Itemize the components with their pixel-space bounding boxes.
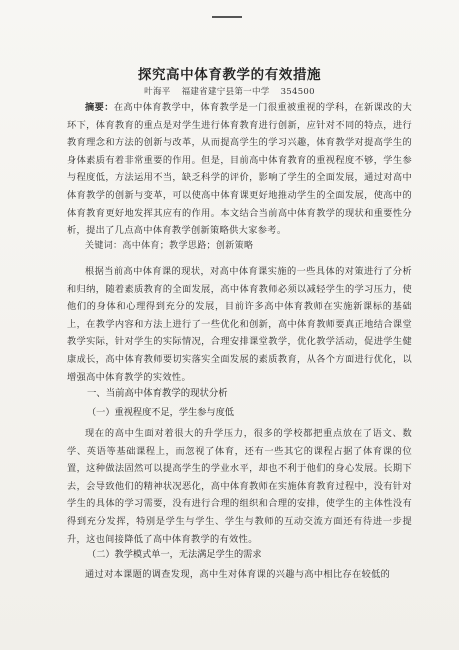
subsection-paragraph: 现在的高中生面对着很大的升学压力，很多的学校都把重点放在了语文、数学、英语等基础课程上，而忽视了体育，还有一些其它的课程占据了体育课的位置，这种做法固然可以提高学生的学业水平，却也不利于他们的身心发展。长期下去，会导致他们的精神状况恶化，高中体育教师在实施体育教育过程中，没有针对学生的具体的学习需要，没有进行合理的组织和合理的安排，使学生的主体性没有得到充分发挥，特别是学生与学生、学生与教师的互动交流方面还有待进一步提升，这也间接降低了高中体育教学的有效性。 xyxy=(67,428,412,545)
abstract xyxy=(67,99,412,240)
keywords: 关键词：高中体育；教学思路；创新策略 xyxy=(85,241,254,251)
author-name: 叶海平 xyxy=(144,87,171,97)
abstract-label: 摘要： xyxy=(85,102,114,113)
subsection-heading: （一）重视程度不足，学生参与度低 xyxy=(87,407,234,418)
author-postcode: 354500 xyxy=(280,87,315,97)
abstract-text: 在高中体育教学中，体育教学是一门很重被重视的学科，在新课改的大环下，体育教育的重点是对学生进行体育教育进行创新，应针对不同的特点，进行教育理念和方法的创新与改革，从而提高学生的学习兴趣，体育教学对提高学生的身体素质有着非常重要的作用。但是，目前高中体育教育的重视程度不够，学生参与程度低，方法运用不当，缺乏科学的评价，影响了学生的全面发展，通过对高中体育教学的创新与变革，可以使高中体育课更好地推动学生的全面发展，使高中的体育教育更好地发挥其应有的作用。本文结合当前高中体育教学的现状和重要性分析，提出了几点高中体育教学创新策略供大家参考。 xyxy=(67,102,412,237)
section-heading: 一、当前高中体育教学的现状分析 xyxy=(87,388,228,399)
intro-paragraph: 根据当前高中体育课的现状，对高中体育课实施的一些具体的对策进行了分析和归纳，随着素质教育的全面发展，高中体育教师必须以减轻学生的学习压力，使他们的身体和心理得到充分的发展，目前许多高中体育教师在实施新课标的基础上，在教学内容和方法上进行了一些优化和创新，高中体育教师要真正地结合课堂教学实际，针对学生的实际情况，合理安排课堂教学，优化教学活动，促进学生健康成长，高中体育教师要切实落实全面发展的素质教育，从各个方面进行优化，以增强高中体育教学的实效性。 xyxy=(67,266,412,383)
author-line xyxy=(0,85,459,97)
top-rule xyxy=(212,16,242,18)
paper-title: 探究高中体育教学的有效措施 xyxy=(137,67,322,83)
subsection-paragraph-2: 通过对本课题的调查发现，高中生对体育课的兴趣与高中相比存在较低的 xyxy=(85,569,391,580)
author-affiliation: 福建省建宁县第一中学 xyxy=(181,87,270,97)
subsection-heading-2: （二）教学模式单一，无法满足学生的需求 xyxy=(87,549,262,560)
